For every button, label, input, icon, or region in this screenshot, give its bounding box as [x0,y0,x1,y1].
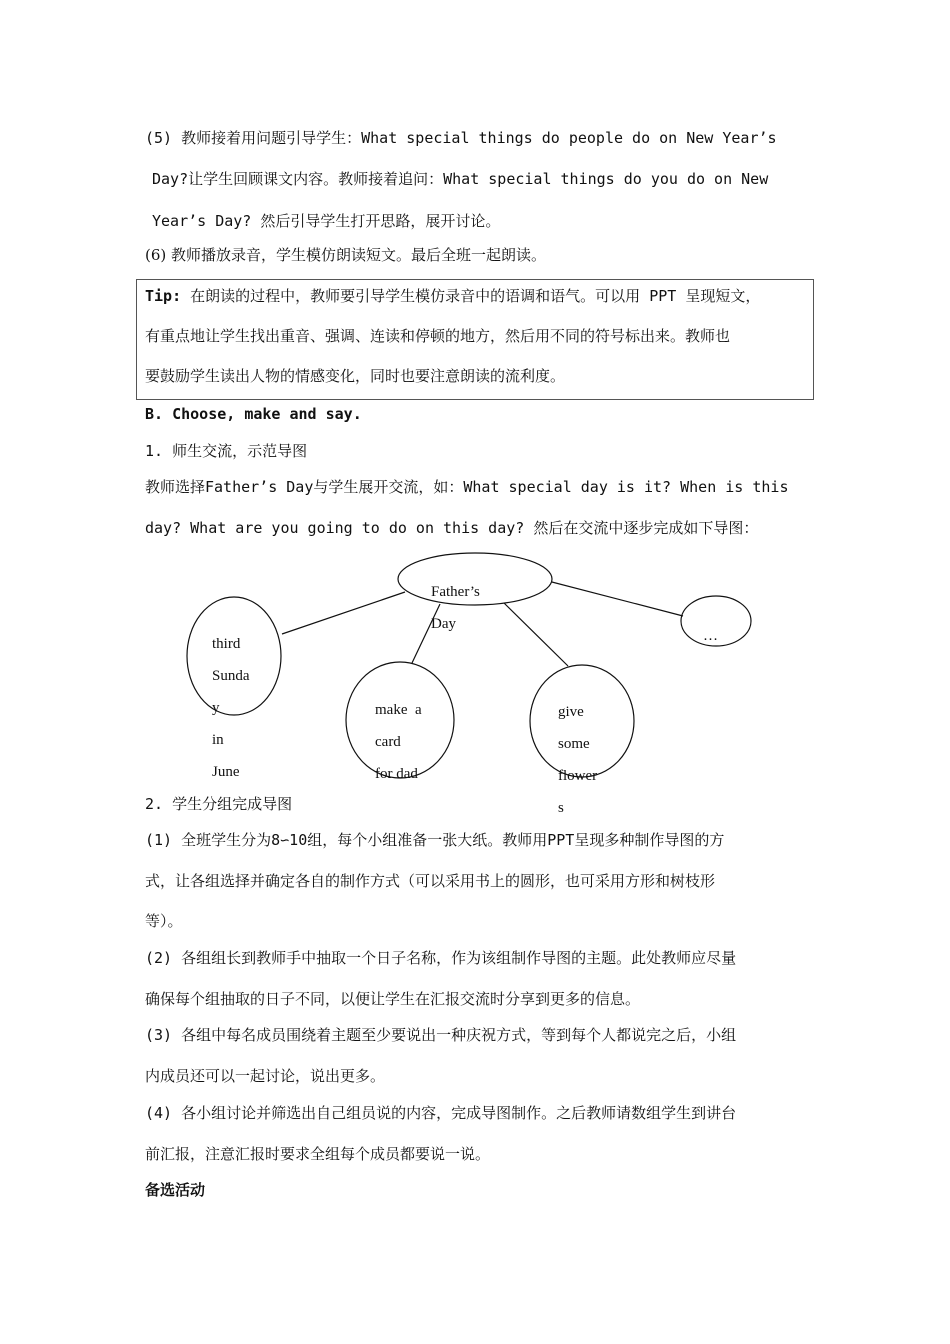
center-text-1: Father’s [431,584,480,600]
item-1-line-1: (1) 全班学生分为8∽10组，每个小组准备一张大纸。教师用PPT呈现多种制作导图的方 [145,831,725,849]
left-text-2: Sunda [212,668,250,684]
right-text-4: s [558,800,564,816]
item-3-line-2: 内成员还可以一起讨论，说出更多。 [145,1067,386,1085]
tip-label: Tip: [145,287,182,305]
step-5-line-2: Day?让学生回顾课文内容。教师接着追问：What special things do you do on New [152,170,769,188]
item-3-line-1: (3) 各组中每名成员围绕着主题至少要说出一种庆祝方式，等到每个人都说完之后，小组 [145,1026,737,1044]
section-b-para-line-1: 教师选择Father’s Day与学生展开交流，如：What special day is it? When is this [145,478,789,496]
right-text-2: some [558,736,590,752]
left-text-1: third [212,636,241,652]
node-make-card [346,662,454,778]
connector-mid [412,604,440,663]
section-b-sub-1: 1. 师生交流，示范导图 [145,442,308,460]
section-b-sub-2: 2. 学生分组完成导图 [145,795,293,813]
step-5-line-1: (5) 教师接着用问题引导学生：What special things do people do on New Year’s [145,129,777,147]
item-1-line-3: 等）。 [145,912,183,930]
right-text-3: flower [558,768,598,784]
section-b-title: B. Choose, make and say. [145,405,362,423]
alternative-activity-title: 备选活动 [145,1181,206,1199]
item-4-line-1: (4) 各小组讨论并筛选出自己组员说的内容，完成导图制作。之后教师请数组学生到讲台 [145,1104,737,1122]
step-5-line-3: Year’s Day? 然后引导学生打开思路，展开讨论。 [152,212,501,230]
tip-text-1: 在朗读的过程中，教师要引导学生模仿录音中的语调和语气。可以用 PPT 呈现短文， [181,287,761,305]
left-text-3: y [212,700,220,716]
item-2-line-2: 确保每个组抽取的日子不同，以便让学生在汇报交流时分享到更多的信息。 [145,990,641,1008]
mid-text-3: for dad [375,766,418,782]
item-1-line-2: 式，让各组选择并确定各自的制作方式（可以采用书上的圆形，也可采用方形和树枝形 [145,872,716,890]
connector-far [548,581,683,616]
section-b-para-line-2: day? What are you going to do on this day? 然后在交流中逐步完成如下导图： [145,519,759,537]
center-text-2: Day [431,616,456,632]
item-4-line-2: 前汇报，注意汇报时要求全组每个成员都要说一说。 [145,1145,491,1163]
connector-left [282,592,405,634]
tip-line-2: 有重点地让学生找出重音、强调、连读和停顿的地方，然后用不同的符号标出来。教师也 [145,327,731,345]
step-6: (6) 教师播放录音，学生模仿朗读短文。最后全班一起朗读。 [145,246,547,264]
mid-text-2: card [375,734,401,750]
node-third-sunday [187,597,281,715]
left-text-4: in [212,732,224,748]
mid-text-1: make a [375,702,422,718]
left-text-5: June [212,764,240,780]
far-text: … [703,628,718,644]
item-2-line-1: (2) 各组组长到教师手中抽取一个日子名称，作为该组制作导图的主题。此处教师应尽量 [145,949,737,967]
connector-right [504,603,568,666]
right-text-1: give [558,704,584,720]
tip-line-3: 要鼓励学生读出人物的情感变化，同时也要注意朗读的流利度。 [145,367,566,385]
node-give-flowers [530,665,634,777]
